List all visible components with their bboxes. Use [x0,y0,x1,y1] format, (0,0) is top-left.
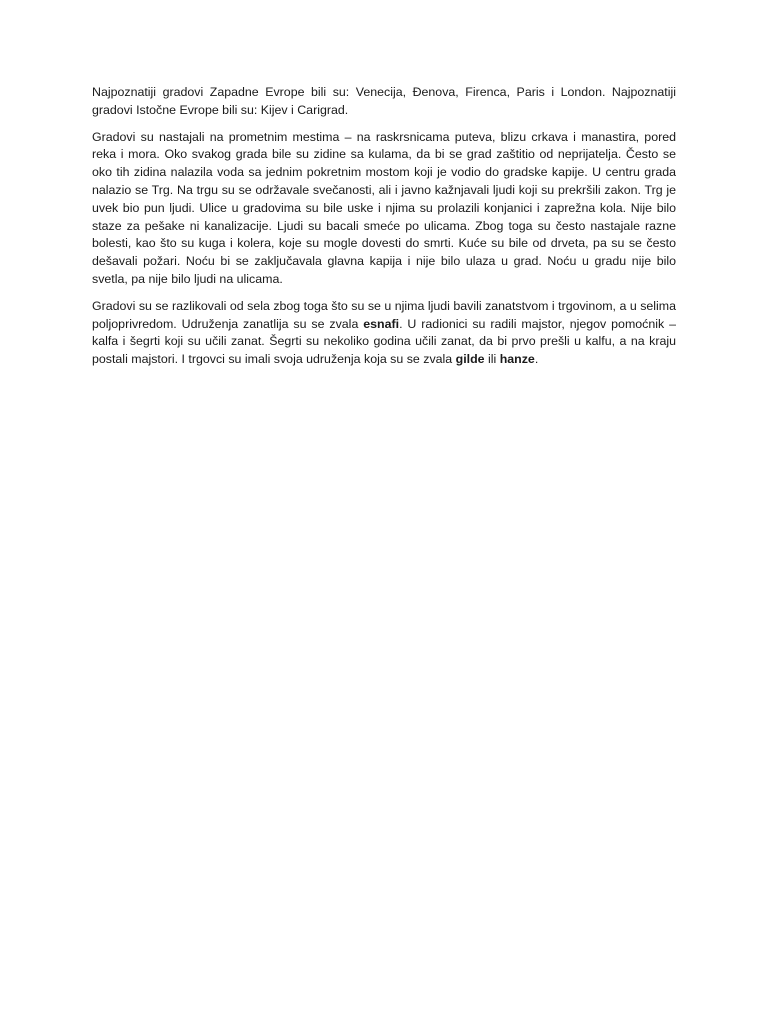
term-gilde: gilde [455,352,485,367]
paragraph-text: . U radionici su radili majstor, njegov pomoćnik – kalfa i šegrti koji su učili zanat. Šegrti su nekoliko godina učili zanat, da bi prvo prešli u kalfu, a na kraju postali majstori. I trgovci su imali svoja udruženja koja su se zvala [92,316,676,367]
document-body [92,84,676,378]
paragraph-city-origins: Gradovi su nastajali na prometnim mestima – na raskrsnicama puteva, blizu crkava i manastira, pored reka i mora. Oko svakog grada bile su zidine sa kulama, da bi se grad zaštitio od neprijatelja. Često se oko tih zidina nalazila voda sa jednim pokretnim mostom koji je vodio do gradske kapije. U centru grada nalazio se Trg. Na trgu su se održavale svečanosti, ali i javno kažnjavali ljudi koji su prekršili zakon. Trg je uvek bio pun ljudi. Ulice u gradovima su bile uske i njima su prolazili konjanici i zaprežna kola. Nije bilo staze za pešake ni kanalizacije. Ljudi su bacali smeće po ulicama. Zbog toga su često nastajale razne bolesti, kao što su kuga i kolera, koje su mogle dovesti do smrti. Kuće su bile od drveta, pa su se često dešavali požari. Noću bi se zaključavala glavna kapija i nije bilo ulaza u grad. Noću u gradu nije bilo svetla, pa nije bilo ljudi na ulicama. [92,129,676,286]
paragraph-text: Gradovi su se razlikovali od sela zbog toga što su se u njima ljudi bavili zanatstvom i trgovinom, a u selima poljoprivredom. Udruženja zanatlija su se zvala [92,298,676,331]
paragraph-famous-cities: Najpoznatiji gradovi Zapadne Evrope bili su: Venecija, Đenova, Firenca, Paris i London. Najpoznatiji gradovi Istočne Evrope bili su: Kijev i Carigrad. [92,85,676,117]
term-esnafi: esnafi [363,316,400,331]
paragraph-crafts-and-trade [92,298,676,369]
paragraph-text: ili [484,352,500,367]
paragraph-text: . [534,352,539,367]
term-hanze: hanze [499,352,535,367]
